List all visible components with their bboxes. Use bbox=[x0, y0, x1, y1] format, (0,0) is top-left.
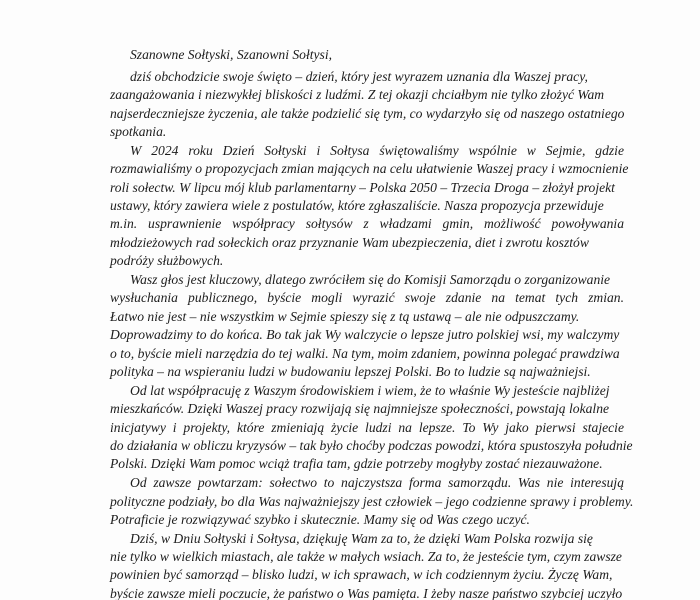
text-line: najserdeczniejsze życzenia, ale także podzielić się tym, co wydarzyło się od naszego ostatniego bbox=[110, 106, 625, 121]
text-line: dziś obchodzicie swoje święto – dzień, który jest wyrazem uznania dla Waszej pracy, bbox=[130, 69, 588, 84]
text-line: Od lat współpracuję z Waszym środowiskiem i wiem, że to właśnie Wy jesteście najbliżej bbox=[130, 383, 610, 398]
text-line: podróży służbowych. bbox=[110, 253, 224, 268]
text-line: powinien być samorząd – blisko ludzi, w ich sprawach, w ich codziennym życiu. Życzę Wam, bbox=[110, 567, 613, 582]
text-line: polityczne podziały, bo dla Was najważniejszy jest człowiek – jego codzienne sprawy i problemy. bbox=[110, 494, 634, 509]
text-line: Dziś, w Dniu Sołtyski i Sołtysa, dziękuję Wam za to, że dzięki Wam Polska rozwija się bbox=[130, 531, 593, 546]
text-line: roli sołectw. W lipcu mój klub parlamentarny – Polska 2050 – Trzecia Droga – złożył projekt bbox=[110, 180, 615, 195]
text-line: Łatwo nie jest – nie wszystkim w Sejmie spieszy się z tą ustawą – ale nie odpuszczamy. bbox=[110, 309, 580, 324]
text-line: zaangażowania i niezwykłej bliskości z ludźmi. Z tej okazji chciałbym nie tylko złożyć Wam bbox=[110, 87, 605, 102]
text-line: Polski. Dzięki Wam pomoc wciąż trafia tam, gdzie potrzeby mogłyby zostać niezauważone. bbox=[110, 456, 603, 471]
text-line: wysłuchania publicznego, byście mogli wyrazić swoje zdanie na temat tych zmian. bbox=[110, 290, 624, 305]
text-line: mieszkańców. Dzięki Waszej pracy rozwijają się najmniejsze społeczności, powstają lokalne bbox=[110, 401, 610, 416]
text-line: byście zawsze mieli poczucie, że państwo o Was pamięta. I żeby nasze państwo szybciej uczyło bbox=[110, 586, 623, 600]
text-line: Potraficie je rozwiązywać szybko i skutecznie. Mamy się od Was czego uczyć. bbox=[110, 512, 530, 527]
text-line: Od zawsze powtarzam: sołectwo to najczystsza forma samorządu. Was nie interesują bbox=[130, 475, 624, 490]
text-line: polityka – na wspieraniu ludzi w budowaniu lepszej Polski. Bo to ludzie są najważniejsi. bbox=[110, 364, 591, 379]
text-line: rozmawialiśmy o propozycjach zmian mających na celu ułatwienie Waszej pracy i wzmocnienie bbox=[110, 161, 629, 176]
text-line: Wasz głos jest kluczowy, dlatego zwróciłem się do Komisji Samorządu o zorganizowanie bbox=[130, 272, 611, 287]
text-line: inicjatywy i projekty, które zmieniają życie ludzi na lepsze. To Wy jako pierwsi stajecie bbox=[110, 420, 624, 435]
text-line: o to, byście mieli narzędzia do tej walki. Na tym, moim zdaniem, powinna polegać prawdziwa bbox=[110, 346, 620, 361]
text-line: ustawy, który zawiera wiele z postulatów, które zgłaszaliście. Nasza propozycja przewiduje bbox=[110, 198, 604, 213]
text-line: nie tylko w wielkich miastach, ale także w małych wsiach. Za to, że jesteście tym, czym zawsze bbox=[110, 549, 622, 564]
text-line: Doprowadzimy to do końca. Bo tak jak Wy walczycie o lepsze jutro polskiej wsi, my walczymy bbox=[110, 327, 620, 342]
text-line: m.in. usprawnienie współpracy sołtysów z władzami gmin, możliwość powoływania bbox=[110, 216, 624, 231]
text-line: spotkania. bbox=[110, 124, 167, 139]
text-line: W 2024 roku Dzień Sołtyski i Sołtysa świętowaliśmy wspólnie w Sejmie, gdzie bbox=[130, 143, 624, 158]
text-line: do działania w obliczu kryzysów – tak było choćby podczas powodzi, która spustoszyła południe bbox=[110, 438, 633, 453]
salutation: Szanowne Sołtyski, Szanowni Sołtysi, bbox=[130, 47, 333, 62]
text-line: młodzieżowych rad sołeckich oraz przyznanie Wam ubezpieczenia, diet i zwrotu kosztów bbox=[110, 235, 589, 250]
